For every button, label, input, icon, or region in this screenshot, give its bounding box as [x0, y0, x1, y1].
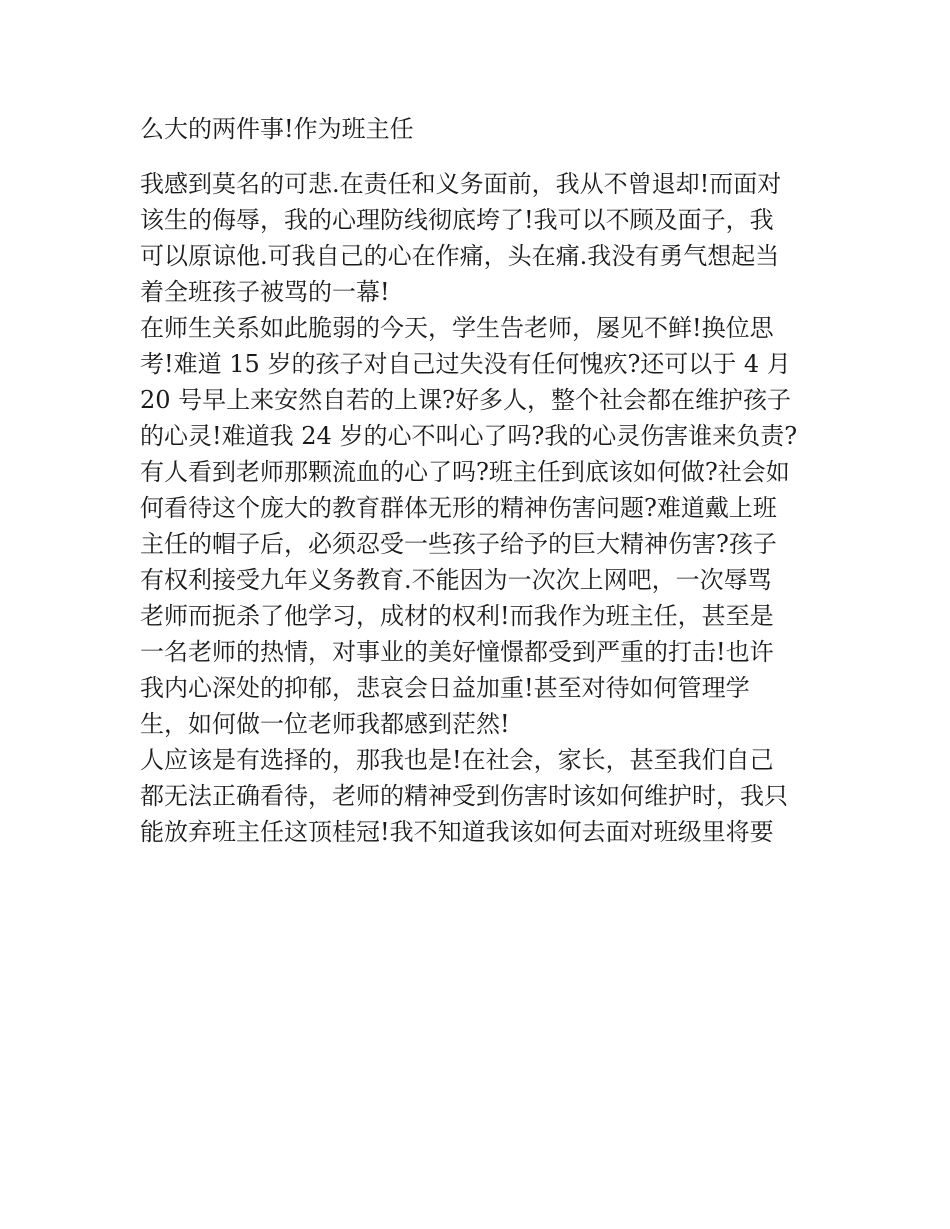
text-line: 的心灵!难道我 24 岁的心不叫心了吗?我的心灵伤害谁来负责?	[140, 422, 798, 450]
text-line: 老师而扼杀了他学习，成材的权利!而我作为班主任，甚至是	[140, 602, 774, 630]
text-line: 有人看到老师那颗流血的心了吗?班主任到底该如何做?社会如	[140, 458, 790, 486]
text-line: 能放弃班主任这顶桂冠!我不知道我该如何去面对班级里将要	[140, 818, 774, 846]
text-line: 可以原谅他.可我自己的心在作痛，头在痛.我没有勇气想起当	[140, 242, 780, 270]
text-line: 么大的两件事!作为班主任	[140, 115, 414, 143]
text-line: 一名老师的热情，对事业的美好憧憬都受到严重的打击!也许	[140, 638, 774, 666]
text-line: 有权利接受九年义务教育.不能因为一次次上网吧，一次辱骂	[140, 566, 772, 594]
text-line: 20 号早上来安然自若的上课?好多人，整个社会都在维护孩子	[140, 386, 792, 414]
body-text	[140, 112, 830, 849]
text-line: 该生的侮辱，我的心理防线彻底垮了!我可以不顾及面子，我	[140, 206, 774, 234]
text-line: 我感到莫名的可悲.在责任和义务面前，我从不曾退却!而面对	[140, 170, 782, 198]
text-line: 人应该是有选择的，那我也是!在社会，家长，甚至我们自己	[140, 746, 774, 774]
text-line: 主任的帽子后，必须忍受一些孩子给予的巨大精神伤害?孩子	[140, 530, 777, 558]
text-line: 生，如何做一位老师我都感到茫然!	[140, 710, 510, 738]
text-line: 在师生关系如此脆弱的今天，学生告老师，屡见不鲜!换位思	[140, 314, 774, 342]
text-line: 都无法正确看待，老师的精神受到伤害时该如何维护时，我只	[140, 782, 788, 810]
text-line: 何看待这个庞大的教育群体无形的精神伤害问题?难道戴上班	[140, 494, 777, 522]
text-line: 考!难道 15 岁的孩子对自己过失没有任何愧疚?还可以于 4 月	[140, 350, 791, 378]
text-line: 我内心深处的抑郁，悲哀会日益加重!甚至对待如何管理学	[140, 674, 750, 702]
text-line: 着全班孩子被骂的一幕!	[140, 278, 390, 306]
